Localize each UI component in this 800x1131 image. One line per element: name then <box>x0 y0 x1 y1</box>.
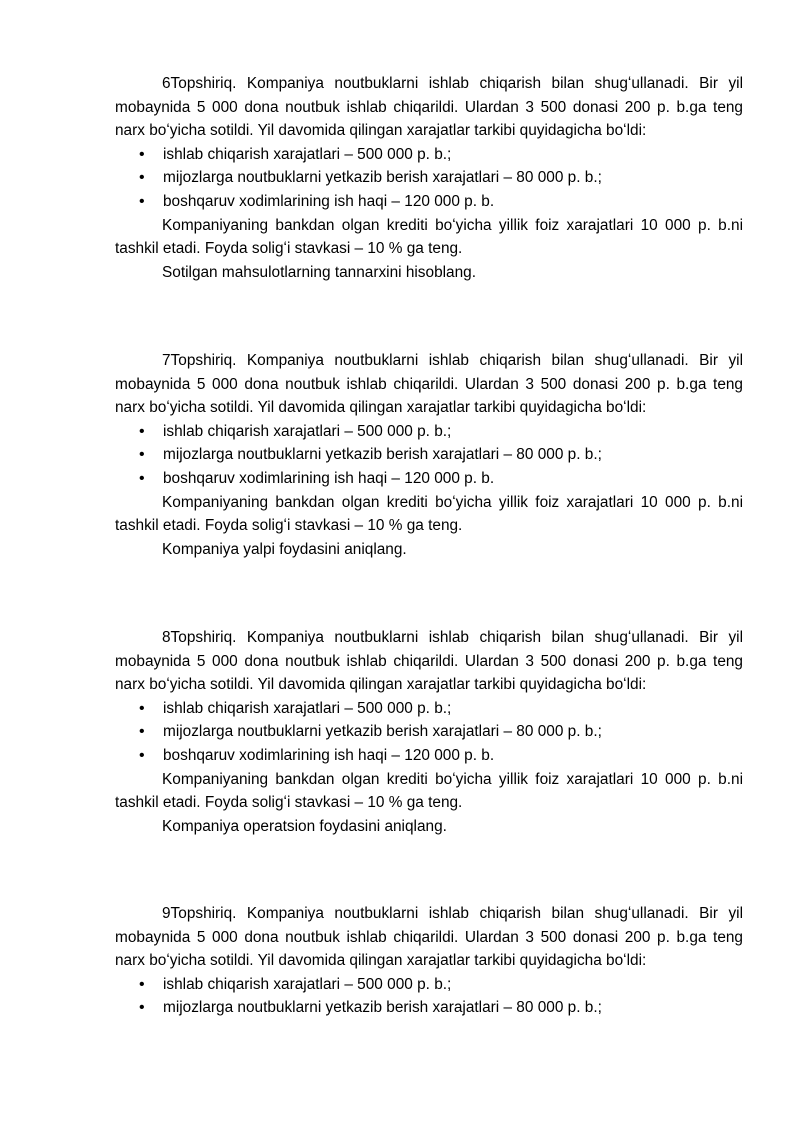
expense-item: • boshqaruv xodimlarining ish haqi – 120 000 p. b. <box>115 190 743 214</box>
expense-list <box>115 973 743 1020</box>
expense-item: • ishlab chiqarish xarajatlari – 500 000 p. b.; <box>115 973 743 997</box>
credit-paragraph: Kompaniyaning bankdan olgan krediti boʻyicha yillik foiz xarajatlari 10 000 p. b.ni tashkil etadi. Foyda soligʻi stavkasi – 10 % ga teng. <box>115 493 743 535</box>
expense-list <box>115 143 743 214</box>
expense-item: • ishlab chiqarish xarajatlari – 500 000 p. b.; <box>115 697 743 721</box>
expense-item: • boshqaruv xodimlarining ish haqi – 120 000 p. b. <box>115 744 743 768</box>
task-intro: 8Topshiriq. Kompaniya noutbuklarni ishlab chiqarish bilan shugʻullanadi. Bir yil mobaynida 5 000 dona noutbuk ishlab chiqarildi. Ulardan 3 500 donasi 200 p. b.ga teng narx boʻyicha sotildi. Yil davomida qilingan xarajatlar tarkibi quyidagicha boʻldi: <box>115 629 743 694</box>
credit-paragraph: Kompaniyaning bankdan olgan krediti boʻyicha yillik foiz xarajatlari 10 000 p. b.ni tashkil etadi. Foyda soligʻi stavkasi – 10 % ga teng. <box>115 216 743 258</box>
expense-item: • mijozlarga noutbuklarni yetkazib berish xarajatlari – 80 000 p. b.; <box>115 720 743 744</box>
expense-item: • boshqaruv xodimlarining ish haqi – 120 000 p. b. <box>115 467 743 491</box>
credit-paragraph: Kompaniyaning bankdan olgan krediti boʻyicha yillik foiz xarajatlari 10 000 p. b.ni tashkil etadi. Foyda soligʻi stavkasi – 10 % ga teng. <box>115 770 743 812</box>
task-intro: 9Topshiriq. Kompaniya noutbuklarni ishlab chiqarish bilan shugʻullanadi. Bir yil mobaynida 5 000 dona noutbuk ishlab chiqarildi. Ulardan 3 500 donasi 200 p. b.ga teng narx boʻyicha sotildi. Yil davomida qilingan xarajatlar tarkibi quyidagicha boʻldi: <box>115 905 743 970</box>
expense-list <box>115 420 743 491</box>
task-intro: 6Topshiriq. Kompaniya noutbuklarni ishlab chiqarish bilan shugʻullanadi. Bir yil mobaynida 5 000 dona noutbuk ishlab chiqarildi. Ulardan 3 500 donasi 200 p. b.ga teng narx boʻyicha sotildi. Yil davomida qilingan xarajatlar tarkibi quyidagicha boʻldi: <box>115 75 743 140</box>
expense-item: • mijozlarga noutbuklarni yetkazib berish xarajatlari – 80 000 p. b.; <box>115 996 743 1020</box>
expense-item: • mijozlarga noutbuklarni yetkazib berish xarajatlari – 80 000 p. b.; <box>115 166 743 190</box>
expense-item: • ishlab chiqarish xarajatlari – 500 000 p. b.; <box>115 420 743 444</box>
expense-item: • ishlab chiqarish xarajatlari – 500 000 p. b.; <box>115 143 743 167</box>
task-6 <box>115 72 743 284</box>
task-question: Kompaniya yalpi foydasini aniqlang. <box>162 540 407 558</box>
task-7 <box>115 349 743 561</box>
task-question: Kompaniya operatsion foydasini aniqlang. <box>162 817 447 835</box>
task-9 <box>115 902 743 1020</box>
task-intro: 7Topshiriq. Kompaniya noutbuklarni ishlab chiqarish bilan shugʻullanadi. Bir yil mobaynida 5 000 dona noutbuk ishlab chiqarildi. Ulardan 3 500 donasi 200 p. b.ga teng narx boʻyicha sotildi. Yil davomida qilingan xarajatlar tarkibi quyidagicha boʻldi: <box>115 352 743 417</box>
expense-list <box>115 697 743 768</box>
task-8 <box>115 626 743 838</box>
expense-item: • mijozlarga noutbuklarni yetkazib berish xarajatlari – 80 000 p. b.; <box>115 443 743 467</box>
task-question: Sotilgan mahsulotlarning tannarxini hisoblang. <box>162 263 476 281</box>
